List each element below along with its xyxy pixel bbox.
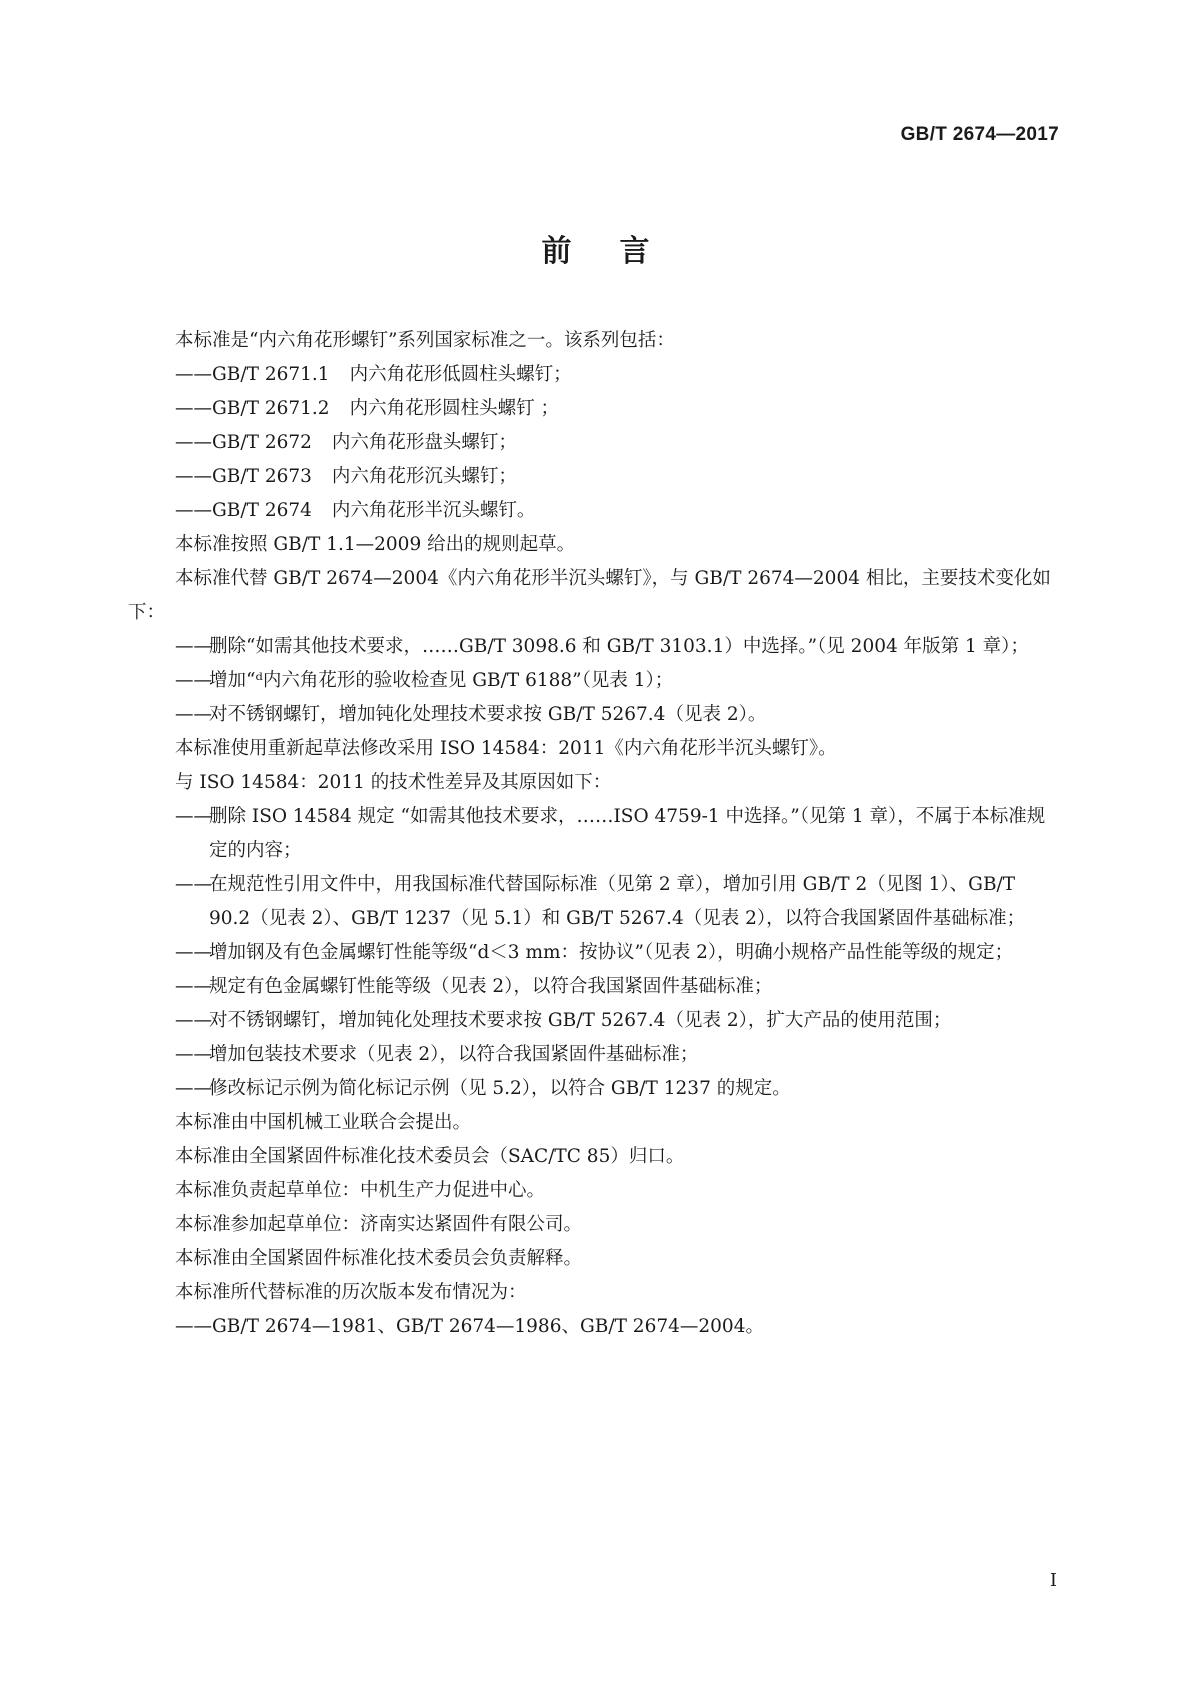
change-item: ——删除“如需其他技术要求，……GB/T 3098.6 和 GB/T 3103.1）中选择。”（见 2004 年版第 1 章）； (175, 636, 1029, 657)
series-intro: 本标准是“内六角花形螺钉”系列国家标准之一。该系列包括： (175, 330, 675, 351)
difference-item: ——修改标记示例为简化标记示例（见 5.2），以符合 GB/T 1237 的规定。 (175, 1078, 791, 1099)
adoption-statement: 本标准使用重新起草法修改采用 ISO 14584：2011《内六角花形半沉头螺钉》。 (175, 738, 837, 759)
series-item: ——GB/T 2672 内六角花形盘头螺钉； (175, 432, 517, 453)
participating-unit: 本标准参加起草单位：济南实达紧固件有限公司。 (175, 1214, 583, 1235)
change-item: ——增加“ᵈ内六角花形的验收检查见 GB/T 6188”（见表 1）； (175, 670, 674, 691)
series-item: ——GB/T 2671.1 内六角花形低圆柱头螺钉； (175, 364, 572, 385)
difference-item: ——规定有色金属螺钉性能等级（见表 2），以符合我国紧固件基础标准； (175, 976, 773, 997)
difference-item: ——增加包装技术要求（见表 2），以符合我国紧固件基础标准； (175, 1044, 699, 1065)
foreword-body (128, 324, 1061, 1344)
history-versions: ——GB/T 2674—1981、GB/T 2674—1986、GB/T 2674—2004。 (175, 1316, 764, 1337)
interpreted-by: 本标准由全国紧固件标准化技术委员会负责解释。 (175, 1248, 583, 1269)
series-item: ——GB/T 2673 内六角花形沉头螺钉； (175, 466, 517, 487)
difference-item: ——在规范性引用文件中，用我国标准代替国际标准（见第 2 章），增加引用 GB/T 2（见图 1）、GB/T 90.2（见表 2）、GB/T 1237（见 5.1）和 GB/T 5267.4（见表 2），以符合我国紧固件基础标准； (175, 874, 1026, 929)
difference-item: ——增加钢及有色金属螺钉性能等级“d＜3 mm：按协议”（见表 2），明确小规格产品性能等级的规定； (175, 942, 1014, 963)
centralized-by: 本标准由全国紧固件标准化技术委员会（SAC/TC 85）归口。 (175, 1146, 685, 1167)
page-title: 前言 (541, 234, 698, 269)
difference-item: ——删除 ISO 14584 规定 “如需其他技术要求，……ISO 4759-1 中选择。”（见第 1 章），不属于本标准规定的内容； (175, 806, 1046, 861)
drafting-unit: 本标准负责起草单位：中机生产力促进中心。 (175, 1180, 546, 1201)
difference-item: ——对不锈钢螺钉，增加钝化处理技术要求按 GB/T 5267.4（见表 2），扩大产品的使用范围； (175, 1010, 952, 1031)
drafting-rule: 本标准按照 GB/T 1.1—2009 给出的规则起草。 (175, 534, 576, 555)
history-intro: 本标准所代替标准的历次版本发布情况为： (175, 1282, 527, 1303)
difference-intro: 与 ISO 14584：2011 的技术性差异及其原因如下： (175, 772, 612, 793)
page-number: I (1049, 1570, 1057, 1591)
series-item: ——GB/T 2674 内六角花形半沉头螺钉。 (175, 500, 536, 521)
standard-code: GB/T 2674—2017 (900, 124, 1059, 145)
proposed-by: 本标准由中国机械工业联合会提出。 (175, 1112, 472, 1133)
series-item: ——GB/T 2671.2 内六角花形圆柱头螺钉 ； (175, 398, 559, 419)
change-item: ——对不锈钢螺钉，增加钝化处理技术要求按 GB/T 5267.4（见表 2）。 (175, 704, 767, 725)
replace-intro: 本标准代替 GB/T 2674—2004《内六角花形半沉头螺钉》，与 GB/T 2674—2004 相比，主要技术变化如下： (128, 568, 1051, 623)
